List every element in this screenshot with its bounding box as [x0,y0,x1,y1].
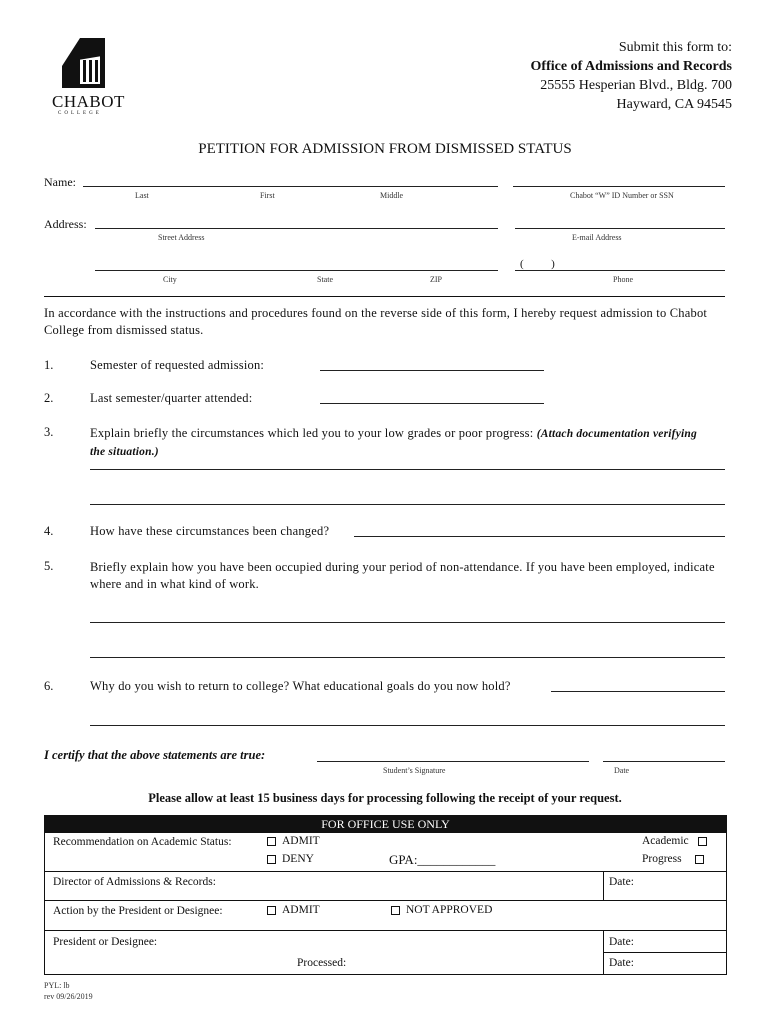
q3-number: 3. [44,425,54,439]
id-field[interactable] [513,186,725,187]
q2-answer-field[interactable] [320,403,544,404]
q2-text: Last semester/quarter attended: [90,391,253,405]
q5-text: Briefly explain how you have been occupied during your period of non-attendance. If you have been employed, indicate where and in what kind of work. [90,560,715,591]
office-use-box [44,815,727,975]
admit-checkbox[interactable] [267,837,276,846]
q4-number: 4. [44,524,54,538]
address-line2: Hayward, CA 94545 [616,97,732,112]
action-admit-option[interactable]: ADMIT [267,904,320,916]
section-divider [44,296,725,297]
admit-option[interactable]: ADMIT [267,835,320,847]
processed-date-label: Date: [609,957,634,969]
q3-text: Explain briefly the circumstances which led you to your low grades or poor progress: [90,426,534,440]
intro-paragraph: In accordance with the instructions and procedures found on the reverse side of this form, I hereby request admission to Chabot College from dismissed status. [44,306,708,337]
q5-answer-line1[interactable] [90,622,725,623]
q1-number: 1. [44,358,54,372]
q1-answer-field[interactable] [320,370,544,371]
office-name: Office of Admissions and Records [530,59,732,74]
phone-field[interactable] [515,270,725,271]
certify-statement: I certify that the above statements are true: [44,748,266,762]
processed-row-divider [603,952,726,953]
form-code: PYL: lb [44,981,70,990]
processing-notice: Please allow at least 15 business days for processing following the receipt of your request. [148,791,622,805]
q6-answer-line2[interactable] [90,725,725,726]
city-caption: City [163,275,177,284]
office-row-divider [45,900,726,901]
q3-answer-line1[interactable] [90,469,725,470]
q4-answer-field[interactable] [354,536,725,537]
first-caption: First [260,191,275,200]
action-label: Action by the President or Designee: [53,905,223,917]
q5-number: 5. [44,559,54,573]
name-label: Name: [44,175,76,189]
q6-answer-field[interactable] [551,691,725,692]
street-field[interactable] [95,228,498,229]
city-state-zip-field[interactable] [95,270,498,271]
address-label: Address: [44,217,87,231]
email-caption: E-mail Address [572,233,622,242]
deny-option[interactable]: DENY [267,853,314,865]
q6-text: Why do you wish to return to college? What educational goals do you now hold? [90,679,511,693]
q4-text: How have these circumstances been changed? [90,524,330,538]
progress-checkbox[interactable] [695,855,704,864]
q1-text: Semester of requested admission: [90,358,265,372]
signature-date-field[interactable] [603,761,725,762]
not-approved-checkbox[interactable] [391,906,400,915]
zip-caption: ZIP [430,275,442,284]
office-row-divider [45,930,726,931]
action-admit-checkbox[interactable] [267,906,276,915]
email-field[interactable] [515,228,725,229]
signature-date-caption: Date [614,766,630,775]
president-date-label: Date: [609,936,634,948]
deny-checkbox[interactable] [267,855,276,864]
logo-text: CHABOT [52,92,125,111]
president-label: President or Designee: [53,936,158,948]
office-use-header: FOR OFFICE USE ONLY [45,816,726,833]
not-approved-option[interactable]: NOT APPROVED [391,904,492,916]
name-field[interactable] [83,186,498,187]
phone-caption: Phone [613,275,633,284]
date-column-divider [603,871,604,900]
page-title: PETITION FOR ADMISSION FROM DISMISSED STATUS [198,141,572,157]
last-caption: Last [135,191,149,200]
academic-option[interactable]: Academic [642,835,713,847]
id-caption: Chabot “W” ID Number or SSN [570,191,674,200]
recommendation-label: Recommendation on Academic Status: [53,836,232,848]
progress-option[interactable]: Progress [642,853,710,865]
q3-note: (Attach documentation verifying the situation.) [90,428,697,458]
academic-checkbox[interactable] [698,837,707,846]
q2-number: 2. [44,391,54,405]
street-caption: Street Address [158,233,205,242]
revision-date: rev 09/26/2019 [44,992,93,1001]
college-logo [50,36,125,120]
director-date-label: Date: [609,876,634,888]
logo-subtext: COLLEGE [58,111,102,116]
submit-address-block [531,38,732,114]
middle-caption: Middle [380,191,404,200]
submit-line: Submit this form to: [618,40,732,55]
processed-label: Processed: [297,957,347,969]
signature-caption: Student’s Signature [383,766,446,775]
state-caption: State [317,275,333,284]
q3-text-block [90,425,710,461]
gpa-field[interactable]: GPA:____________ [389,852,496,867]
q6-number: 6. [44,679,54,693]
office-row-divider [45,871,726,872]
signature-field[interactable] [317,761,589,762]
q3-answer-line2[interactable] [90,504,725,505]
q5-answer-line2[interactable] [90,657,725,658]
director-label: Director of Admissions & Records: [53,876,216,888]
address-line1: 25555 Hesperian Blvd., Bldg. 700 [540,78,732,93]
phone-paren: ( ) [520,258,555,270]
